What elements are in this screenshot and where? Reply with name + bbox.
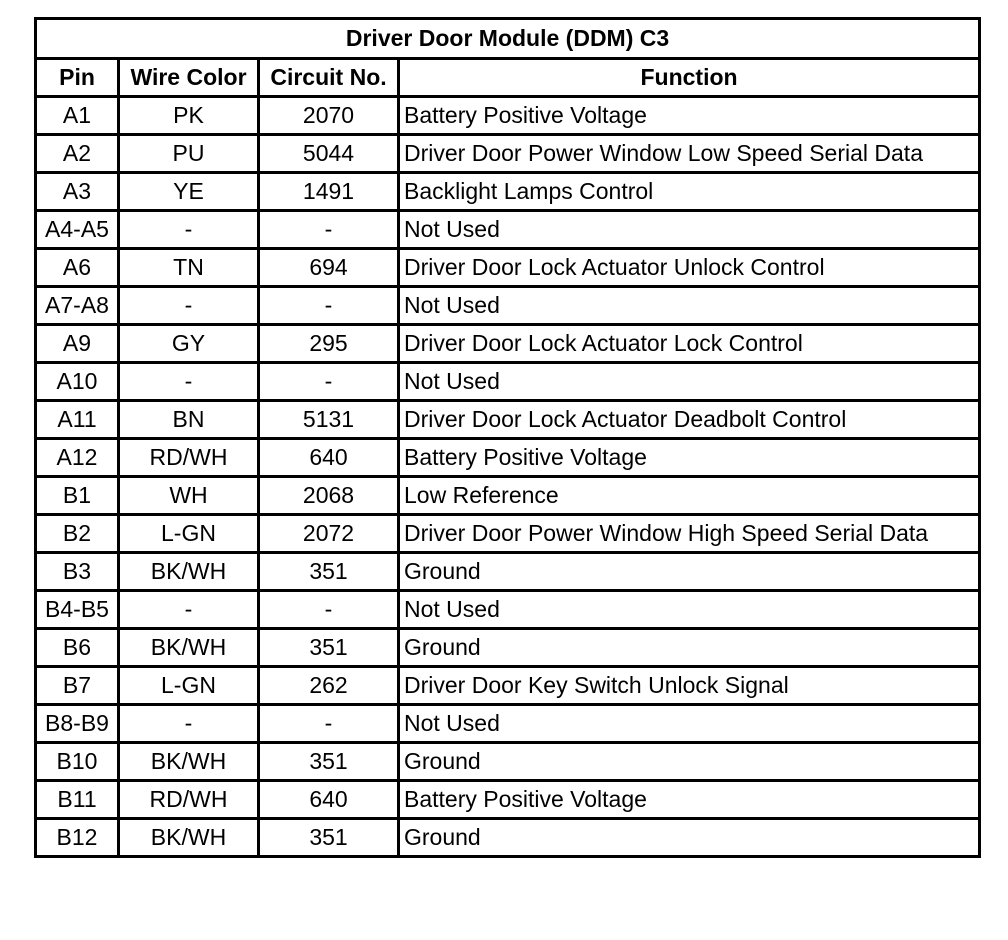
function-cell: Not Used — [399, 591, 980, 629]
wire-color-cell: RD/WH — [119, 781, 259, 819]
circuit-number-cell: 5131 — [259, 401, 399, 439]
circuit-number-cell: 2068 — [259, 477, 399, 515]
circuit-number-cell: - — [259, 705, 399, 743]
wire-color-cell: - — [119, 705, 259, 743]
circuit-number-cell: 351 — [259, 629, 399, 667]
table-row — [36, 667, 980, 705]
function-cell: Ground — [399, 553, 980, 591]
wire-color-cell: YE — [119, 173, 259, 211]
table-row — [36, 401, 980, 439]
table-row — [36, 743, 980, 781]
function-cell: Not Used — [399, 705, 980, 743]
table-row — [36, 781, 980, 819]
circuit-number-cell: 262 — [259, 667, 399, 705]
pin-cell: A2 — [36, 135, 119, 173]
function-cell: Driver Door Lock Actuator Unlock Control — [399, 249, 980, 287]
wire-color-cell: - — [119, 211, 259, 249]
function-cell: Ground — [399, 743, 980, 781]
circuit-number-cell: 351 — [259, 819, 399, 857]
wire-color-cell: PU — [119, 135, 259, 173]
circuit-number-cell: 351 — [259, 743, 399, 781]
pin-cell: B12 — [36, 819, 119, 857]
function-cell: Driver Door Power Window High Speed Serial Data — [399, 515, 980, 553]
function-cell: Battery Positive Voltage — [399, 781, 980, 819]
pin-cell: B4-B5 — [36, 591, 119, 629]
circuit-number-cell: 694 — [259, 249, 399, 287]
pin-cell: B10 — [36, 743, 119, 781]
table-row — [36, 439, 980, 477]
pin-cell: B7 — [36, 667, 119, 705]
pin-cell: B1 — [36, 477, 119, 515]
pin-cell: B8-B9 — [36, 705, 119, 743]
wire-color-cell: PK — [119, 97, 259, 135]
circuit-number-cell: 640 — [259, 439, 399, 477]
function-cell: Not Used — [399, 363, 980, 401]
wire-color-cell: BK/WH — [119, 819, 259, 857]
table-row — [36, 705, 980, 743]
table-row — [36, 211, 980, 249]
header-wire-color: Wire Color — [119, 59, 259, 97]
table-row — [36, 591, 980, 629]
circuit-number-cell: 640 — [259, 781, 399, 819]
pin-cell: A10 — [36, 363, 119, 401]
circuit-number-cell: 2070 — [259, 97, 399, 135]
table-row — [36, 553, 980, 591]
pin-cell: A1 — [36, 97, 119, 135]
table-row — [36, 363, 980, 401]
table-row — [36, 249, 980, 287]
wire-color-cell: GY — [119, 325, 259, 363]
table-row — [36, 819, 980, 857]
wire-color-cell: - — [119, 287, 259, 325]
function-cell: Backlight Lamps Control — [399, 173, 980, 211]
table-row — [36, 325, 980, 363]
table-row — [36, 515, 980, 553]
function-cell: Ground — [399, 819, 980, 857]
connector-pinout-table — [34, 17, 981, 858]
circuit-number-cell: 351 — [259, 553, 399, 591]
pin-cell: B11 — [36, 781, 119, 819]
header-circuit-number: Circuit No. — [259, 59, 399, 97]
header-function: Function — [399, 59, 980, 97]
function-cell: Ground — [399, 629, 980, 667]
wire-color-cell: L-GN — [119, 515, 259, 553]
wire-color-cell: BK/WH — [119, 743, 259, 781]
circuit-number-cell: 2072 — [259, 515, 399, 553]
wire-color-cell: TN — [119, 249, 259, 287]
function-cell: Battery Positive Voltage — [399, 439, 980, 477]
table-row — [36, 287, 980, 325]
circuit-number-cell: 295 — [259, 325, 399, 363]
wire-color-cell: BN — [119, 401, 259, 439]
table-row — [36, 97, 980, 135]
function-cell: Driver Door Lock Actuator Lock Control — [399, 325, 980, 363]
pin-cell: A3 — [36, 173, 119, 211]
wire-color-cell: L-GN — [119, 667, 259, 705]
pin-cell: B6 — [36, 629, 119, 667]
header-pin: Pin — [36, 59, 119, 97]
table-row — [36, 173, 980, 211]
function-cell: Not Used — [399, 211, 980, 249]
wire-color-cell: - — [119, 591, 259, 629]
pin-cell: A7-A8 — [36, 287, 119, 325]
circuit-number-cell: - — [259, 211, 399, 249]
table-row — [36, 477, 980, 515]
pin-cell: B3 — [36, 553, 119, 591]
pin-cell: A9 — [36, 325, 119, 363]
pin-cell: A4-A5 — [36, 211, 119, 249]
circuit-number-cell: - — [259, 287, 399, 325]
function-cell: Driver Door Power Window Low Speed Serial Data — [399, 135, 980, 173]
wire-color-cell: BK/WH — [119, 553, 259, 591]
circuit-number-cell: - — [259, 591, 399, 629]
wire-color-cell: - — [119, 363, 259, 401]
wire-color-cell: RD/WH — [119, 439, 259, 477]
table-title-row — [36, 19, 980, 59]
pin-cell: A6 — [36, 249, 119, 287]
pin-cell: A12 — [36, 439, 119, 477]
circuit-number-cell: 1491 — [259, 173, 399, 211]
function-cell: Driver Door Key Switch Unlock Signal — [399, 667, 980, 705]
table-row — [36, 135, 980, 173]
connector-table-container — [34, 17, 981, 858]
circuit-number-cell: 5044 — [259, 135, 399, 173]
table-header-row — [36, 59, 980, 97]
table-title: Driver Door Module (DDM) C3 — [36, 19, 980, 59]
wire-color-cell: WH — [119, 477, 259, 515]
pin-cell: A11 — [36, 401, 119, 439]
pin-cell: B2 — [36, 515, 119, 553]
wire-color-cell: BK/WH — [119, 629, 259, 667]
function-cell: Battery Positive Voltage — [399, 97, 980, 135]
table-body — [36, 97, 980, 857]
function-cell: Not Used — [399, 287, 980, 325]
function-cell: Low Reference — [399, 477, 980, 515]
function-cell: Driver Door Lock Actuator Deadbolt Control — [399, 401, 980, 439]
circuit-number-cell: - — [259, 363, 399, 401]
table-row — [36, 629, 980, 667]
